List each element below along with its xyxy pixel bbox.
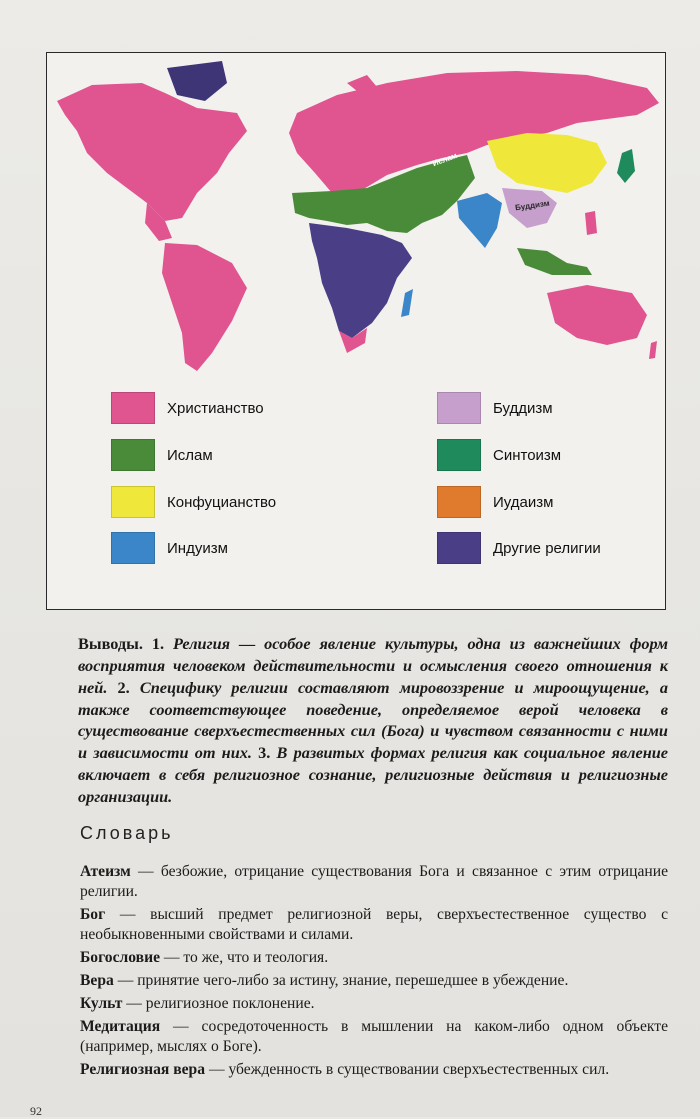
conclusions-lead: Выводы.	[78, 634, 143, 654]
legend-swatch	[437, 532, 481, 564]
legend-label: Христианство	[167, 399, 264, 417]
world-religions-map	[47, 53, 664, 383]
legend-swatch	[437, 486, 481, 518]
dictionary-title: Словарь	[80, 823, 174, 843]
legend-swatch	[111, 486, 155, 518]
dictionary-entry-cult	[80, 994, 668, 1014]
conclusion-number-2: 2.	[117, 677, 130, 697]
dictionary-definition: — безбожие, отрицание существования Бога и связанное с этим отрицание религии.	[80, 863, 668, 901]
dictionary-definition: — высший предмет религиозной веры, сверхъестественное существо с необыкновенными свойствами и силами.	[80, 906, 668, 944]
legend-label: Конфуцианство	[167, 493, 277, 511]
legend-label: Синтоизм	[493, 446, 562, 464]
legend-label: Индуизм	[167, 539, 228, 557]
dictionary-term: Культ	[80, 994, 123, 1012]
legend-item-christianity	[111, 391, 264, 425]
legend-item-other	[437, 531, 601, 565]
legend-label: Ислам	[167, 446, 213, 464]
legend-swatch	[111, 392, 155, 424]
page-number: 92	[30, 1104, 42, 1118]
dictionary-entry-religious-faith	[80, 1060, 668, 1080]
dictionary-term: Бог	[80, 906, 106, 924]
conclusion-number-3: 3.	[258, 743, 271, 763]
dictionary-entry-theology	[80, 948, 668, 968]
dictionary-definition: — религиозное поклонение.	[122, 994, 315, 1012]
conclusion-text-3: В развитых формах религия как социальное явление включает в себя религиозное сознание, религиозные действия и религиозные организации.	[78, 743, 669, 806]
legend-swatch	[111, 532, 155, 564]
dictionary-definition: — то же, что и теология.	[160, 949, 329, 967]
dictionary-entry-atheism	[80, 862, 668, 903]
dictionary-term: Вера	[80, 971, 114, 989]
dictionary-entry-faith	[80, 971, 668, 991]
dictionary-term: Богословие	[80, 949, 161, 967]
legend-item-hinduism	[111, 531, 228, 565]
dictionary-entry-god	[80, 905, 668, 946]
legend-label: Иудаизм	[493, 493, 554, 511]
legend-item-shinto	[437, 438, 561, 472]
dictionary-term: Медитация	[80, 1017, 161, 1035]
legend-swatch	[437, 439, 481, 471]
legend-label: Буддизм	[493, 399, 553, 417]
legend-item-buddhism	[437, 391, 553, 425]
dictionary-entry-meditation	[80, 1017, 668, 1058]
map-label-islam: Ислам	[431, 150, 459, 169]
legend-swatch	[437, 392, 481, 424]
conclusion-text-2: Специфику религии составляют мировоззрение и мироощущение, а также соответствующее поведение, определяемое верой человека в существование сверхъестественных сил (Бога) и чувством связанности с ними и зависимости от них.	[78, 677, 668, 763]
legend-item-judaism	[437, 485, 553, 519]
map-label-buddhism: Буддизм	[514, 198, 551, 213]
dictionary-definition: — убежденность в существовании сверхъестественных сил.	[205, 1060, 610, 1078]
religions-map-figure	[46, 52, 666, 610]
legend-item-confucianism	[111, 485, 276, 519]
legend-label: Другие религии	[493, 539, 601, 557]
dictionary-definition: — сосредоточенность в мышлении на каком-либо одном объекте (например, мыслях о Боге).	[80, 1017, 668, 1055]
legend-item-islam	[111, 438, 213, 472]
conclusions-paragraph	[78, 633, 668, 807]
dictionary-term: Религиозная вера	[80, 1060, 206, 1078]
conclusion-text-1: Религия — особое явление культуры, одна из важнейших форм восприятия человеком действительности и осмысления своего отношения к ней.	[78, 634, 668, 697]
dictionary-term: Атеизм	[80, 863, 131, 880]
dictionary-definition: — принятие чего-либо за истину, знание, перешедшее в убеждение.	[113, 971, 569, 989]
conclusion-number-1: 1.	[151, 634, 165, 654]
legend-swatch	[111, 439, 155, 471]
map-legend	[47, 383, 664, 608]
dictionary-list	[80, 862, 668, 1082]
